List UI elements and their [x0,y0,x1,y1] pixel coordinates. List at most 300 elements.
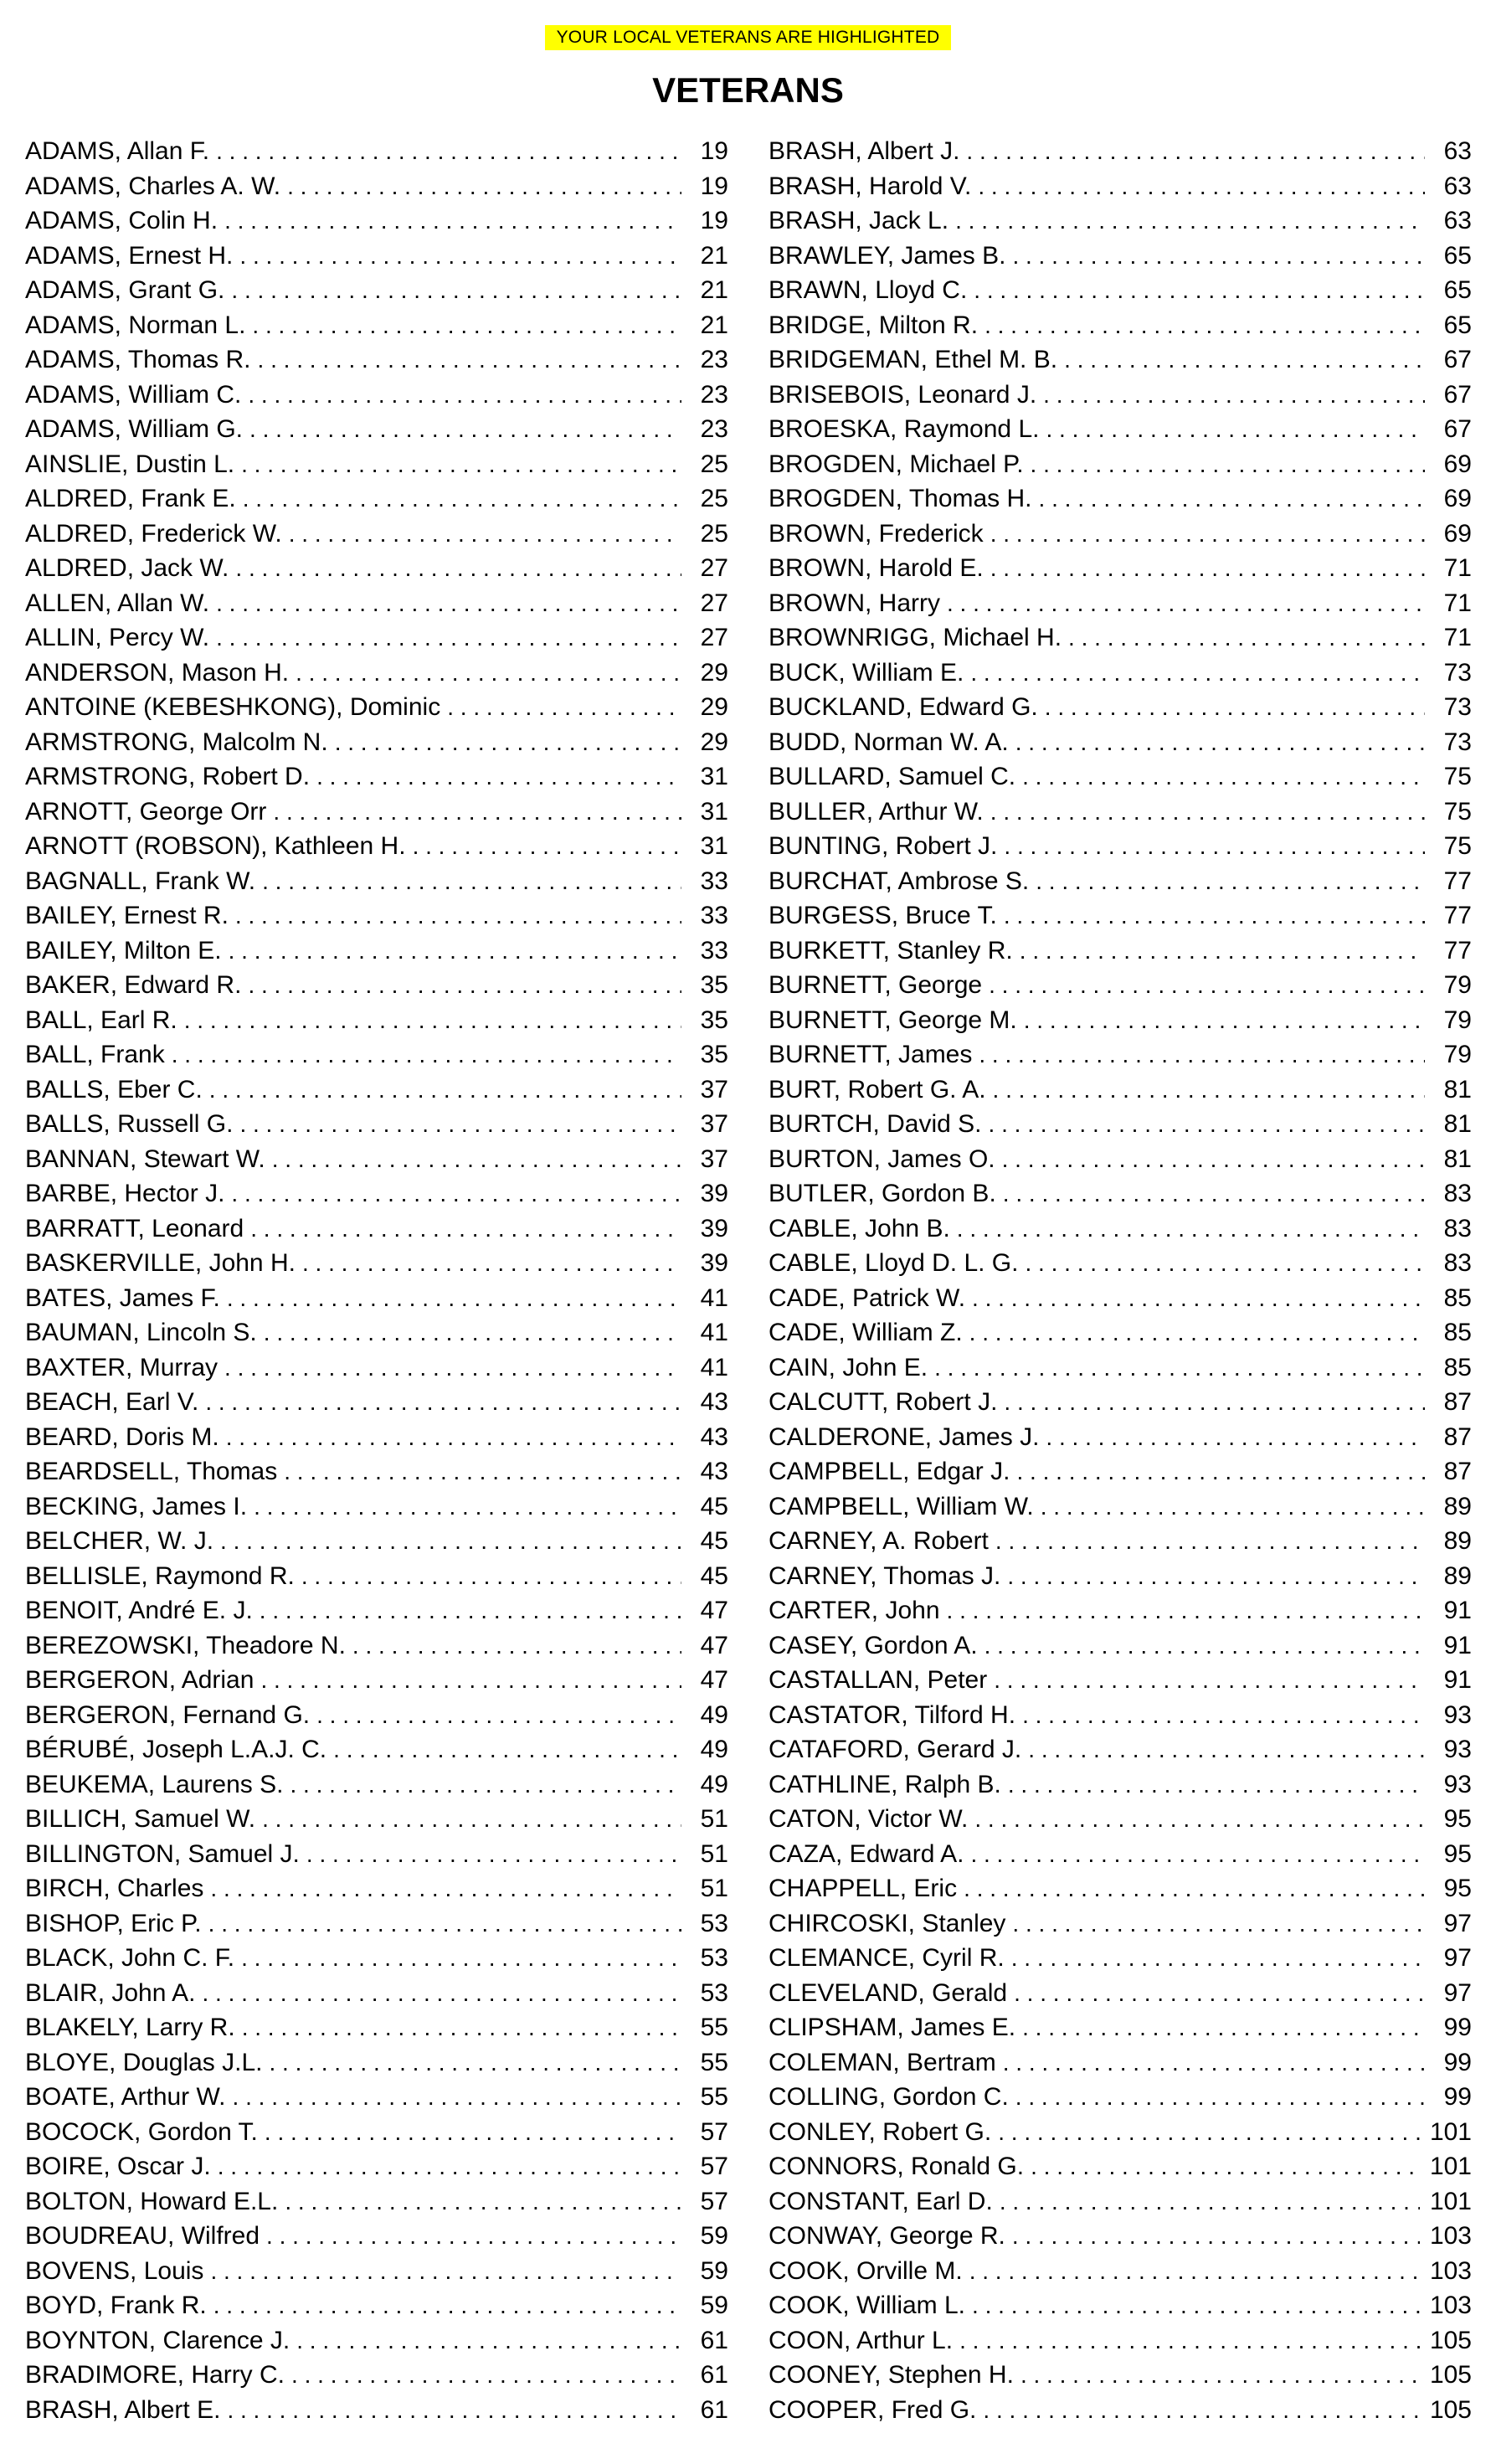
index-entry [25,169,728,204]
page-number: 99 [1443,2048,1472,2076]
veteran-name: CATON, Victor W. [769,1805,969,1833]
index-entry [25,2393,728,2428]
index-entry [769,1073,1472,1108]
index-entry [769,2358,1472,2393]
dot-leader [262,864,681,899]
veteran-name: BUCKLAND, Edward G. [769,693,1038,721]
veteran-name: BUDD, Norman W. A. [769,728,1009,756]
index-entry [25,2288,728,2323]
index-entry [769,2393,1472,2428]
veteran-name: CABLE, John B. [769,1214,950,1242]
dot-leader [243,481,681,517]
index-entry [769,1315,1472,1350]
dot-leader [989,1107,1425,1142]
dot-leader [959,2323,1420,2359]
dot-leader [974,273,1425,308]
veteran-name: ALLEN, Allan W. [25,589,210,617]
page-number: 97 [1443,1909,1472,1937]
dot-leader [250,1211,681,1247]
index-entry [769,1593,1472,1628]
page-number: 23 [700,380,728,409]
index-entry [769,1420,1472,1455]
veteran-name: BROGDEN, Thomas H. [769,485,1032,512]
dot-leader [1007,1559,1425,1594]
veteran-name: BEUKEMA, Laurens S. [25,1770,284,1798]
page-number: 49 [700,1700,728,1729]
page-number: 43 [700,1388,728,1416]
page-number: 69 [1443,519,1472,548]
dot-leader [957,1211,1425,1247]
veteran-name: CAMPBELL, Edgar J. [769,1458,1010,1485]
page-number: 33 [700,867,728,895]
dot-leader [1012,1906,1425,1942]
veteran-name: BLACK, John C. F. [25,1944,235,1972]
index-entry [25,308,728,343]
page-number: 65 [1443,311,1472,339]
index-entry [769,1037,1472,1073]
veteran-name: COOPER, Fred G. [769,2395,977,2424]
index-entry [769,2115,1472,2150]
page-number: 99 [1443,2083,1472,2111]
veteran-name: BOLTON, Howard E.L. [25,2187,279,2215]
index-entry [769,1350,1472,1386]
index-entry [769,378,1472,413]
veteran-name: CONNORS, Ronald G. [769,2153,1025,2180]
page-number: 21 [700,276,728,304]
page-number: 77 [1443,867,1472,895]
veteran-name: CATAFORD, Gerard J. [769,1736,1022,1763]
dot-leader [998,2115,1420,2150]
veteran-name: BULLARD, Samuel C. [769,763,1016,790]
index-entry [25,2358,728,2393]
dot-leader [1022,1698,1425,1733]
veteran-name: BROWN, Harold E. [769,554,984,582]
page-number: 35 [700,1041,728,1068]
index-entry [25,1281,728,1316]
veteran-name: BALLS, Eber C. [25,1075,203,1103]
index-entry [769,829,1472,864]
dot-leader [316,759,681,795]
index-entry [769,2045,1472,2081]
dot-leader [264,1315,681,1350]
left-index-column [25,134,728,2427]
veteran-name: BASKERVILLE, John H. [25,1249,296,1277]
veteran-name: BRASH, Albert E. [25,2395,221,2424]
dot-leader [231,273,681,308]
dot-leader [172,1037,681,1073]
dot-leader [235,551,681,586]
index-entry [25,203,728,239]
dot-leader [213,2288,681,2323]
page-number: 89 [1443,1492,1472,1520]
page-number: 81 [1443,1110,1472,1138]
index-entry [25,586,728,621]
page-title: VETERANS [652,70,844,110]
veteran-name: COON, Arthur L. [769,2326,954,2354]
page-number: 83 [1443,1214,1472,1242]
index-entry [25,829,728,864]
veteran-name: BURCHAT, Ambrose S. [769,867,1030,895]
dot-leader [248,968,681,1003]
page-number: 89 [1443,1561,1472,1590]
veteran-name: CASTATOR, Tilford H. [769,1700,1016,1729]
page-number: 85 [1443,1319,1472,1346]
page-number: 65 [1443,241,1472,270]
page-number: 99 [1443,2014,1472,2041]
index-entry [25,656,728,691]
page-number: 41 [700,1283,728,1312]
index-entry [25,1454,728,1489]
page-number: 93 [1443,1700,1472,1729]
page-number: 19 [700,137,728,165]
page-number: 101 [1429,2117,1472,2146]
dot-leader [260,1663,681,1698]
dot-leader [1031,447,1425,482]
page-number: 39 [700,1180,728,1207]
dot-leader [216,586,681,621]
dot-leader [1016,1454,1425,1489]
veteran-name: BOCOCK, Gordon T. [25,2117,258,2146]
index-entry [769,2080,1472,2115]
index-entry [25,759,728,795]
veteran-name: CLEMANCE, Cyril R. [769,1944,1005,1972]
page-number: 19 [700,207,728,234]
veteran-name: ALDRED, Jack W. [25,554,229,582]
index-entry [769,342,1472,378]
index-entry [769,1524,1472,1559]
page-number: 87 [1443,1388,1472,1416]
veteran-name: BELLISLE, Raymond R. [25,1561,295,1590]
veteran-name: BROGDEN, Michael P. [769,450,1024,478]
veteran-name: BILLICH, Samuel W. [25,1805,256,1833]
index-entry [769,2288,1472,2323]
index-entry [769,690,1472,725]
dot-leader [333,1732,681,1767]
page-number: 81 [1443,1145,1472,1173]
dot-leader [306,1837,681,1872]
veteran-name: BRAWLEY, James B. [769,241,1006,270]
dot-leader [1046,412,1425,447]
veteran-name: BRADIMORE, Harry C. [25,2361,285,2389]
page-number: 87 [1443,1458,1472,1485]
dot-leader [227,2393,681,2428]
veteran-name: CABLE, Lloyd D. L. G. [769,1249,1019,1277]
dot-leader [1041,1489,1425,1525]
dot-leader [302,1246,681,1281]
index-entry [769,1871,1472,1906]
page-number: 95 [1443,1875,1472,1902]
dot-leader [254,1489,681,1525]
veteran-name: BOIRE, Oscar J. [25,2153,211,2180]
page-number: 71 [1443,624,1472,651]
index-entry [25,1837,728,1872]
page-number: 69 [1443,450,1472,478]
dot-leader [1022,759,1425,795]
dot-leader [1012,239,1425,274]
dot-leader [1020,2358,1420,2393]
veteran-name: BURTCH, David S. [769,1110,982,1138]
dot-leader [316,1698,681,1733]
index-entry [25,342,728,378]
page-number: 43 [700,1422,728,1451]
index-entry [769,551,1472,586]
page-number: 85 [1443,1353,1472,1381]
page-number: 57 [700,2187,728,2215]
index-entry [769,1385,1472,1420]
highlight-notice: YOUR LOCAL VETERANS ARE HIGHLIGHTED [545,25,952,50]
page-number: 29 [700,728,728,756]
index-entry [769,864,1472,899]
veteran-name: ARMSTRONG, Robert D. [25,763,311,790]
veteran-name: BURGESS, Bruce T. [769,902,997,929]
page-number: 31 [700,763,728,790]
veteran-name: BLAKELY, Larry R. [25,2014,235,2041]
page-number: 37 [700,1145,728,1173]
veteran-name: BOUDREAU, Wilfred [25,2222,260,2250]
page-number: 53 [700,1909,728,1937]
veteran-name: BOYD, Frank R. [25,2292,207,2319]
index-entry [769,2323,1472,2359]
veteran-name: CAIN, John E. [769,1353,928,1381]
page-number: 101 [1429,2153,1472,2180]
veteran-name: ADAMS, Colin H. [25,207,218,234]
dot-leader [229,934,681,969]
dot-leader [233,2080,681,2115]
index-entry [25,2010,728,2045]
page-number: 73 [1443,728,1472,756]
page-number: 75 [1443,797,1472,826]
index-entry [769,1142,1472,1177]
page-number: 97 [1443,1978,1472,2007]
page-number: 37 [700,1075,728,1103]
veteran-name: BROESKA, Raymond L. [769,415,1040,443]
page-number: 47 [700,1631,728,1659]
index-entry [769,481,1472,517]
veteran-name: BURT, Robert G. A. [769,1075,986,1103]
veteran-name: BUTLER, Gordon B. [769,1180,996,1207]
index-entry [25,1246,728,1281]
page-number: 25 [700,485,728,512]
veteran-name: AINSLIE, Dustin L. [25,450,235,478]
page-number: 59 [700,2292,728,2319]
index-entry [25,620,728,656]
index-entry [25,1767,728,1803]
page-number: 89 [1443,1527,1472,1555]
dot-leader [1025,1246,1425,1281]
page-number: 71 [1443,589,1472,617]
index-entry [25,1420,728,1455]
dot-leader [1068,620,1425,656]
dot-leader [947,586,1425,621]
veteran-name: CONSTANT, Earl D. [769,2187,993,2215]
page-number: 67 [1443,346,1472,373]
page-number: 57 [700,2117,728,2146]
dot-leader [224,1350,681,1386]
page-number: 53 [700,1978,728,2007]
dot-leader [979,1037,1425,1073]
veteran-name: BAKER, Edward R. [25,971,242,999]
veteran-name: BEARDSELL, Thomas [25,1458,278,1485]
index-entry [25,1385,728,1420]
index-entry [769,447,1472,482]
veteran-name: ADAMS, Norman L. [25,311,246,339]
dot-leader [241,1941,681,1976]
dot-leader [1036,864,1425,899]
page-number: 61 [700,2326,728,2354]
dot-leader [984,308,1425,343]
index-entry [25,1107,728,1142]
veteran-name: ADAMS, Grant G. [25,276,225,304]
dot-leader [248,378,681,413]
veteran-name: BLOYE, Douglas J.L. [25,2048,263,2076]
dot-leader [352,1628,681,1664]
veteran-name: ADAMS, Charles A. W. [25,172,281,200]
dot-leader [970,1837,1425,1872]
veteran-name: CATHLINE, Ralph B. [769,1770,1001,1798]
page-number: 51 [700,1875,728,1902]
dot-leader [252,308,681,343]
page-number: 61 [700,2395,728,2424]
index-entry [769,1176,1472,1211]
page-number: 77 [1443,902,1472,929]
veteran-name: BANNAN, Stewart W. [25,1145,265,1173]
veteran-name: CARNEY, A. Robert [769,1527,989,1555]
page-number: 29 [700,658,728,687]
veteran-name: BOYNTON, Clarence J. [25,2326,290,2354]
index-entry [25,273,728,308]
page-number: 83 [1443,1180,1472,1207]
index-entry [25,517,728,552]
page-number: 63 [1443,172,1472,200]
veteran-name: BOVENS, Louis [25,2256,204,2285]
dot-leader [990,551,1425,586]
index-entry [25,412,728,447]
page-number: 103 [1429,2292,1472,2319]
dot-leader [969,1315,1425,1350]
dot-leader [258,342,681,378]
dot-leader [266,2219,681,2254]
dot-leader [242,2010,681,2045]
dot-leader [210,2254,681,2289]
page-number: 49 [700,1736,728,1763]
index-entry [25,1350,728,1386]
page-number: 27 [700,554,728,582]
veteran-name: COLEMAN, Bertram [769,2048,996,2076]
veteran-name: ALDRED, Frank E. [25,485,236,512]
veteran-name: ADAMS, Allan F. [25,137,210,165]
dot-leader [1014,1976,1425,2011]
page-number: 19 [700,172,728,200]
veteran-name: BURNETT, James [769,1041,973,1068]
page-number: 29 [700,693,728,721]
index-entry [25,1073,728,1108]
page-number: 31 [700,797,728,826]
page-number: 103 [1429,2222,1472,2250]
page-number: 71 [1443,554,1472,582]
dot-leader [1004,1385,1425,1420]
page-number: 93 [1443,1736,1472,1763]
page-number: 41 [700,1319,728,1346]
page-number: 67 [1443,415,1472,443]
page-number: 45 [700,1561,728,1590]
dot-leader [216,134,681,169]
veteran-name: CLEVELAND, Gerald [769,1978,1008,2007]
dot-leader [447,690,681,725]
veteran-name: BRISEBOIS, Leonard J. [769,380,1037,409]
index-entry [25,1663,728,1698]
index-entry [769,1107,1472,1142]
index-entry [769,934,1472,969]
veteran-name: CAMPBELL, William W. [769,1492,1034,1520]
dot-leader [994,1663,1425,1698]
dot-leader [1043,378,1425,413]
index-entry [25,1003,728,1038]
page-number: 77 [1443,936,1472,965]
page-number: 63 [1443,207,1472,234]
page-number: 39 [700,1249,728,1277]
index-entry [25,968,728,1003]
veteran-name: BEARD, Doris M. [25,1422,219,1451]
page-number: 27 [700,589,728,617]
page-number: 73 [1443,658,1472,687]
veteran-name: BURKETT, Stanley R. [769,936,1013,965]
page-number: 105 [1429,2326,1472,2354]
index-entry [769,1628,1472,1664]
veteran-name: BRASH, Jack L. [769,207,949,234]
dot-leader [1031,2149,1420,2184]
page-number: 27 [700,624,728,651]
index-entry [25,551,728,586]
dot-leader [947,1593,1425,1628]
page-number: 59 [700,2222,728,2250]
index-entry [25,725,728,760]
dot-leader [1028,1732,1425,1767]
veteran-name: BÉRUBÉ, Joseph L.A.J. C. [25,1736,327,1763]
veteran-name: COLLING, Gordon C. [769,2083,1009,2111]
page-number: 41 [700,1353,728,1381]
page-number: 105 [1429,2395,1472,2424]
page-number: 79 [1443,1006,1472,1034]
veteran-name: COOK, William L. [769,2292,966,2319]
dot-leader [978,169,1425,204]
page-number: 97 [1443,1944,1472,1972]
page-number: 95 [1443,1805,1472,1833]
dot-leader [984,1628,1425,1664]
index-entry [769,1489,1472,1525]
dot-leader [241,447,681,482]
page-number: 23 [700,346,728,373]
dot-leader [260,1593,681,1628]
veteran-name: CALCUTT, Robert J. [769,1388,998,1416]
index-entry [25,898,728,934]
page-number: 49 [700,1770,728,1798]
veteran-name: BECKING, James I. [25,1492,248,1520]
index-entry [25,447,728,482]
dot-leader [296,2323,681,2359]
index-entry [769,2010,1472,2045]
veteran-name: CHAPPELL, Eric [769,1875,958,1902]
dot-leader [989,968,1425,1003]
page-number: 43 [700,1458,728,1485]
page-number: 101 [1429,2187,1472,2215]
page-number: 91 [1443,1597,1472,1624]
dot-leader [224,203,681,239]
page-number: 23 [700,415,728,443]
page-number: 91 [1443,1666,1472,1694]
page-number: 79 [1443,971,1472,999]
dot-leader [1022,2010,1425,2045]
dot-leader [969,2254,1420,2289]
